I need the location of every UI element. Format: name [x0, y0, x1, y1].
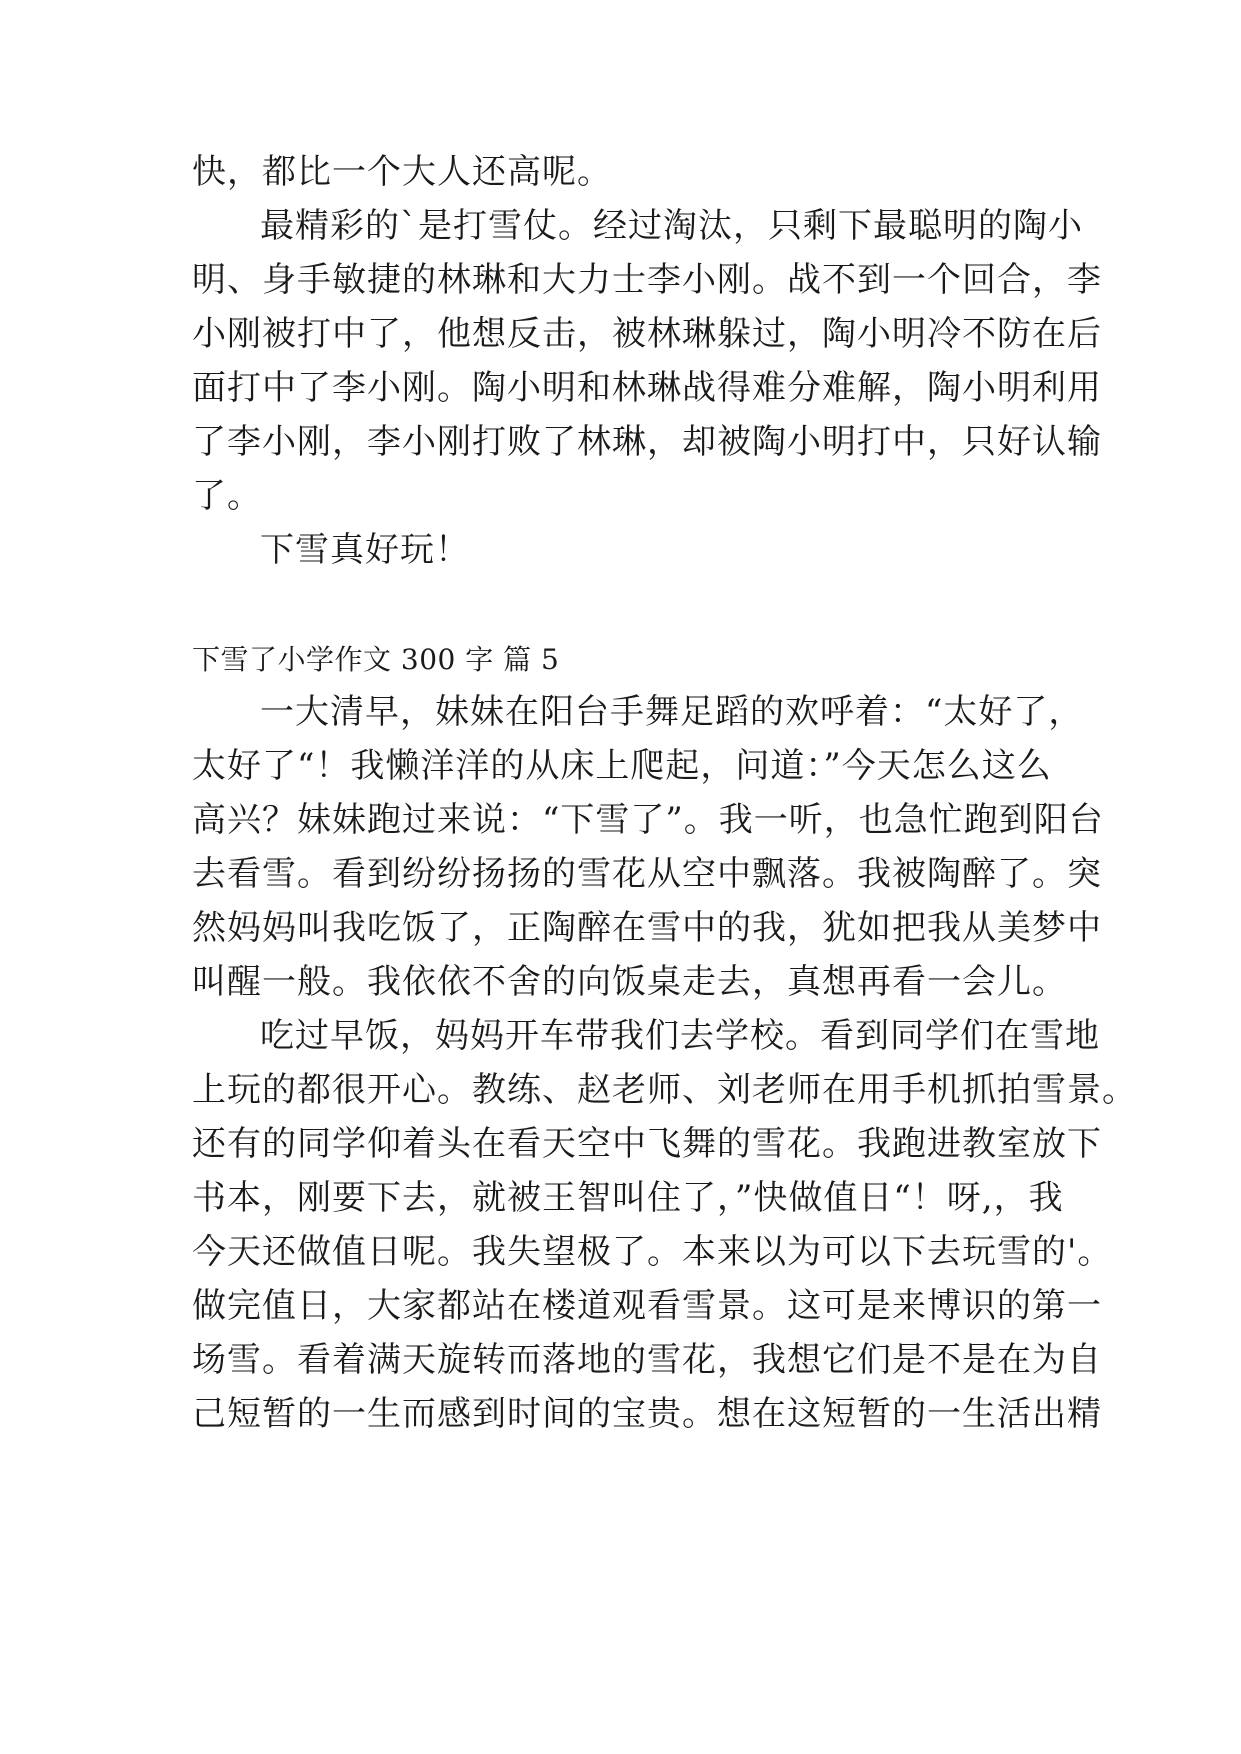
- text-line: 高兴？妹妹跑过来说：“下雪了”。我一听，也急忙跑到阳台: [192, 800, 1104, 840]
- text-line: 明、身手敏捷的林琳和大力士李小刚。战不到一个回合，李: [192, 260, 1102, 300]
- text-line: 场雪。看着满天旋转而落地的雪花，我想它们是不是在为自: [192, 1340, 1102, 1380]
- paragraph-start-line: 最精彩的`是打雪仗。经过淘汰，只剩下最聪明的陶小: [260, 206, 1083, 246]
- text-line: 去看雪。看到纷纷扬扬的雪花从空中飘落。我被陶醉了。突: [192, 854, 1102, 894]
- text-line: 小刚被打中了，他想反击，被林琳躲过，陶小明冷不防在后: [192, 314, 1102, 354]
- text-line: 叫醒一般。我依依不舍的向饭桌走去，真想再看一会儿。: [192, 962, 1067, 1002]
- text-line: 书本，刚要下去，就被王智叫住了，”快做值日“！呀,，我: [192, 1178, 1064, 1218]
- paragraph-start-line: 下雪真好玩！: [260, 530, 470, 570]
- text-line: 今天还做值日呢。我失望极了。本来以为可以下去玩雪的'。: [192, 1232, 1113, 1272]
- text-line: 上玩的都很开心。教练、赵老师、刘老师在用手机抓拍雪景。: [192, 1070, 1137, 1110]
- paragraph-start-line: 一大清早，妹妹在阳台手舞足蹈的欢呼着：“太好了，: [260, 692, 1084, 732]
- section-heading: 下雪了小学作文 300 字 篇 5: [192, 643, 560, 676]
- text-line: 快，都比一个大人还高呢。: [192, 152, 612, 192]
- paragraph-start-line: 吃过早饭，妈妈开车带我们去学校。看到同学们在雪地: [260, 1016, 1100, 1056]
- text-line: 己短暂的一生而感到时间的宝贵。想在这短暂的一生活出精: [192, 1394, 1102, 1434]
- text-line: 做完值日，大家都站在楼道观看雪景。这可是来博识的第一: [192, 1286, 1102, 1326]
- text-line: 了。: [192, 476, 262, 516]
- text-line: 面打中了李小刚。陶小明和林琳战得难分难解，陶小明利用: [192, 368, 1102, 408]
- text-line: 了李小刚，李小刚打败了林琳，却被陶小明打中，只好认输: [192, 422, 1102, 462]
- text-line: 还有的同学仰着头在看天空中飞舞的雪花。我跑进教室放下: [192, 1124, 1102, 1164]
- text-line: 然妈妈叫我吃饭了，正陶醉在雪中的我，犹如把我从美梦中: [192, 908, 1102, 948]
- text-line: 太好了“！我懒洋洋的从床上爬起，问道：”今天怎么这么: [192, 746, 1052, 786]
